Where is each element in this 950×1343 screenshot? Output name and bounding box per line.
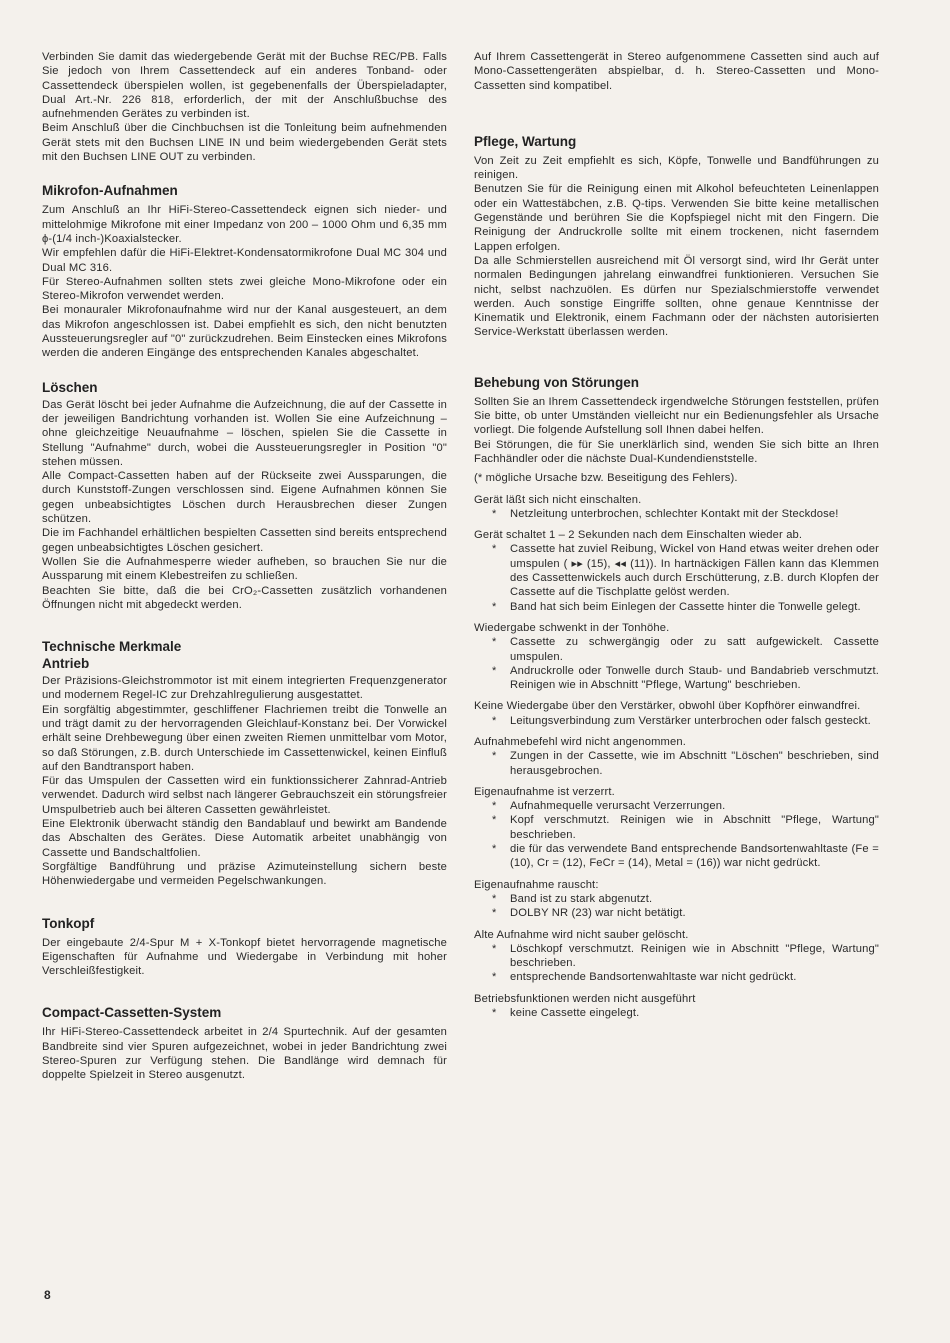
asterisk-marker: * [492, 800, 497, 813]
paragraph: Der Präzisions-Gleichstrommotor ist mit einem integrierten Frequenzgenerator und modernem Regel-IC zur Drehzahlregulierung ausgestattet. [42, 675, 447, 702]
trouble-cause [492, 714, 879, 728]
asterisk-marker: * [492, 892, 497, 905]
asterisk-marker: * [492, 1007, 497, 1020]
intro-paragraph: Verbinden Sie damit das wiedergebende Gerät mit der Buchse REC/PB. Falls Sie jedoch von Ihrem Cassettendeck auf ein anderes Tonband- oder Cassettendeck überspielen wollen, ist gegebenenfalls der Überspieladapter, Dual Art.-Nr. 226 818, erforderlich, der mit der Anschlußbuchse des aufnehmenden Gerätes zu verbinden ist. [42, 51, 447, 121]
right-column [474, 50, 879, 1027]
paragraph: Wollen Sie die Aufnahmesperre wieder aufheben, so brauchen Sie nur die Aussparung mit einem Klebestreifen zu schließen. [42, 555, 447, 583]
paragraph: Beachten Sie bitte, daß die bei CrO₂-Cassetten zusätzlich vorhandenen Öffnungen nicht mit abgedeckt werden. [42, 584, 447, 611]
trouble-problem: Wiedergabe schwenkt in der Tonhöhe. [474, 621, 670, 634]
paragraph: Bei Störungen, die für Sie unerklärlich sind, wenden Sie sich bitte an Ihren Fachhändler oder die nächste Dual-Kundendienststelle. [474, 438, 879, 465]
paragraph: Das Gerät löscht bei jeder Aufnahme die Aufzeichnung, die auf der Cassette in der jeweiligen Bandrichtung vorhanden ist. Wollen Sie eine Aufzeichnung – ohne gleichzeitige Neuaufnahme – löschen, spielen Sie die Cassette in Stellung "Aufnahme" durch, wobei die Aussteuerungsregler in Position "0" stehen müssen. [42, 398, 447, 468]
page-number: 8 [44, 1288, 51, 1302]
troubleshooting-list [474, 493, 879, 1021]
section-heading-pflege: Pflege, Wartung [474, 133, 577, 149]
trouble-cause [492, 799, 879, 813]
trouble-cause-text: Band ist zu stark abgenutzt. [510, 892, 653, 905]
paragraph: Der eingebaute 2/4-Spur M + X-Tonkopf bietet hervorragende magnetische Eigenschaften für Aufnahme und Wiedergabe in Verbindung mit hoher Verschleißfestigkeit. [42, 936, 447, 978]
trouble-item [474, 735, 879, 778]
asterisk-marker: * [492, 971, 497, 984]
trouble-cause [492, 813, 879, 842]
trouble-cause [492, 635, 879, 664]
paragraph: Wir empfehlen dafür die HiFi-Elektret-Kondensatormikrofone Dual MC 304 und Dual MC 316. [42, 247, 447, 274]
asterisk-marker: * [492, 814, 497, 827]
trouble-cause-text: Cassette hat zuviel Reibung, Wickel von Hand etwas weiter drehen oder umspulen ( ▸▸ (15), ◂◂ (11)). In hartnäckigen Fällen kann das Klemmen des Cassettenwickels auch durch Erschütterung, z.B. durch Klopfen der Cassette auf die Tischplatte gelöst werden. [510, 543, 879, 599]
paragraph: Sollten Sie an Ihrem Cassettendeck irgendwelche Störungen feststellen, prüfen Sie bitte, ob unter Umständen vielleicht nur ein Bedienungsfehler als Ursache vorliegt. Die folgende Aufstellung soll Ihnen dabei helfen. [474, 395, 879, 437]
paragraph: Da alle Schmierstellen ausreichend mit Öl versorgt sind, wird Ihr Gerät unter normalen Bedingungen jahrelang einwandfrei funktionieren. Versuchen Sie nicht, selbst nachzuölen. Es dürfen nur Spezialschmierstoffe verwendet werden. Auch sonstige Eingriffe sollten, ohne genaue Kenntnisse der Kinematik und Elektronik, einem Fachmann oder der nächsten autorisierten Service-Werkstatt überlassen werden. [474, 254, 879, 339]
section-heading-loeschen: Löschen [42, 379, 98, 395]
trouble-cause-text: Netzleitung unterbrochen, schlechter Kontakt mit der Steckdose! [510, 507, 839, 520]
trouble-cause [492, 906, 879, 920]
paragraph: Sorgfältige Bandführung und präzise Azimuteinstellung sichern beste Höhenwiedergabe und vermeiden Pegelschwankungen. [42, 860, 447, 888]
trouble-problem: Aufnahmebefehl wird nicht angenommen. [474, 735, 687, 748]
trouble-cause-text: Cassette zu schwergängig oder zu satt aufgewickelt. Cassette umspulen. [510, 636, 879, 663]
paragraph: Benutzen Sie für die Reinigung einen mit Alkohol befeuchteten Leinenlappen oder ein Wattestäbchen, z.B. Q-tips. Verwenden Sie bitte keine metallischen Gegenstände und berühren Sie die Kopfspiegel nicht mit den Fingern. Die Reinigung der Andruckrolle sollte mit einem trockenen, nicht faserndem Lappen erfolgen. [474, 183, 879, 253]
intro-paragraph: Auf Ihrem Cassettengerät in Stereo aufgenommene Cassetten sind auch auf Mono-Cassettengeräten abspielbar, d. h. Stereo-Cassetten und Mono-Cassetten sind kompatibel. [474, 51, 879, 92]
trouble-problem: Alte Aufnahme wird nicht sauber gelöscht. [474, 928, 689, 941]
trouble-item [474, 878, 879, 921]
trouble-cause-text: Band hat sich beim Einlegen der Cassette hinter die Tonwelle gelegt. [510, 600, 861, 613]
trouble-item [474, 928, 879, 985]
left-column [42, 50, 447, 1083]
section-heading-cassetten: Compact-Cassetten-System [42, 1005, 222, 1021]
asterisk-marker: * [492, 543, 497, 556]
trouble-cause-text: Zungen in der Cassette, wie im Abschnitt "Löschen" beschrieben, sind herausgebrochen. [510, 750, 879, 777]
asterisk-marker: * [492, 636, 497, 649]
asterisk-marker: * [492, 714, 497, 727]
asterisk-marker: * [492, 750, 497, 763]
trouble-cause [492, 942, 879, 971]
paragraph: Bei monauraler Mikrofonaufnahme wird nur der Kanal ausgesteuert, an dem das Mikrofon angeschlossen ist. Dabei empfiehlt es sich, den nicht benutzten Aussteuerungsregler auf "0" zurückzudrehen. Beim Einstecken eines Mikrofons werden die anderen Eingänge des entsprechenden Kanales abgeschaltet. [42, 304, 447, 360]
trouble-cause-text: keine Cassette eingelegt. [510, 1007, 640, 1020]
section-heading-technik: Technische Merkmale [42, 639, 182, 655]
section-heading-stoerungen: Behebung von Störungen [474, 374, 639, 390]
asterisk-marker: * [492, 664, 497, 677]
section-subheading-antrieb: Antrieb [42, 656, 90, 672]
section-heading-tonkopf: Tonkopf [42, 915, 95, 931]
trouble-cause-text: Aufnahmequelle verursacht Verzerrungen. [510, 800, 726, 813]
paragraph: Ihr HiFi-Stereo-Cassettendeck arbeitet in 2/4 Spurtechnik. Auf der gesamten Bandbreite sind vier Spuren aufgezeichnet, wobei in jeder Bandrichtung zwei Stereo-Spuren zur Verfügung stehen. Die Bandlänge wird demnach für doppelte Spielzeit in Stereo ausgenutzt. [42, 1026, 447, 1082]
asterisk-marker: * [492, 942, 497, 955]
asterisk-marker: * [492, 507, 497, 520]
asterisk-marker: * [492, 843, 497, 856]
paragraph: Eine Elektronik überwacht ständig den Bandablauf und bewirkt am Bandende das Abschalten des Gerätes. Diese Automatik arbeitet unabhängig von Cassette und Bandschaltfolien. [42, 818, 447, 859]
trouble-item [474, 992, 879, 1021]
paragraph: Zum Anschluß an Ihr HiFi-Stereo-Cassettendeck eignen sich nieder- und mittelohmige Mikrofone mit einer Impedanz von 200 – 1000 Ohm und 6,35 mm ϕ-(1/4 inch-)Koaxialstecker. [42, 204, 447, 245]
section-heading-mikrofon: Mikrofon-Aufnahmen [42, 183, 178, 199]
asterisk-marker: * [492, 907, 497, 920]
paragraph: Die im Fachhandel erhältlichen bespielten Cassetten sind bereits entsprechend gegen unbeabsichtigtes Löschen gesichert. [42, 527, 447, 554]
trouble-cause-text: die für das verwendete Band entsprechende Bandsortenwahltaste (Fe = (10), Cr = (12), FeCr = (14), Metal = (16)) war nicht gedrückt. [510, 843, 879, 870]
trouble-cause [492, 664, 879, 693]
trouble-cause [492, 507, 879, 521]
trouble-cause-text: Kopf verschmutzt. Reinigen wie in Abschnitt "Pflege, Wartung" beschrieben. [510, 814, 879, 841]
asterisk-marker: * [492, 600, 497, 613]
paragraph: Für Stereo-Aufnahmen sollten stets zwei gleiche Mono-Mikrofone oder ein Stereo-Mikrofon verwendet werden. [42, 275, 447, 303]
trouble-cause [492, 842, 879, 871]
trouble-problem: Gerät läßt sich nicht einschalten. [474, 493, 642, 506]
trouble-cause-text: Andruckrolle oder Tonwelle durch Staub- und Bandabrieb verschmutzt. Reinigen wie in Abschnitt "Pflege, Wartung" beschrieben. [510, 664, 879, 692]
trouble-item [474, 699, 879, 728]
paragraph: Ein sorgfältig abgestimmter, geschliffener Flachriemen treibt die Tonwelle an und trägt damit zu der hervorragenden Gleichlauf-Konstanz bei. Der Vorwickel erhält seine Drehbewegung über einen zweiten Riemen unmittelbar vom Motor, so daß Störungen, z.B. durch Unterschiede im Cassettenwickel, keinen Einfluß auf den Bandtransport haben. [42, 703, 447, 773]
legend-note: (* mögliche Ursache bzw. Beseitigung des Fehlers). [474, 472, 738, 485]
trouble-problem: Eigenaufnahme ist verzerrt. [474, 785, 615, 798]
trouble-cause [492, 542, 879, 599]
trouble-cause-text: DOLBY NR (23) war nicht betätigt. [510, 907, 686, 920]
trouble-cause [492, 600, 879, 614]
paragraph: Von Zeit zu Zeit empfiehlt es sich, Köpfe, Tonwelle und Bandführungen zu reinigen. [474, 154, 879, 182]
paragraph: Für das Umspulen der Cassetten wird ein funktionssicherer Zahnrad-Antrieb verwendet. Dadurch wird selbst nach längerer Gebrauchszeit ein störungsfreier Umspulbetrieb auch bei älteren Cassetten gewährleistet. [42, 775, 447, 816]
trouble-item [474, 528, 879, 614]
trouble-cause [492, 970, 879, 984]
trouble-cause-text: Leitungsverbindung zum Verstärker unterbrochen oder falsch gesteckt. [510, 714, 871, 727]
trouble-cause [492, 749, 879, 778]
intro-paragraph: Beim Anschluß über die Cinchbuchsen ist die Tonleitung beim aufnehmenden Gerät stets mit den Buchsen LINE IN und beim wiedergebenden Gerät stets mit den Buchsen LINE OUT zu verbinden. [42, 122, 447, 164]
trouble-item [474, 621, 879, 692]
trouble-cause-text: Löschkopf verschmutzt. Reinigen wie in Abschnitt "Pflege, Wartung" beschrieben. [510, 942, 879, 970]
trouble-problem: Gerät schaltet 1 – 2 Sekunden nach dem Einschalten wieder ab. [474, 529, 803, 542]
trouble-item [474, 493, 879, 522]
paragraph: Alle Compact-Cassetten haben auf der Rückseite zwei Aussparungen, die durch Kunststoff-Zungen verschlossen sind. Eigene Aufnahmen können Sie gegen unbeabsichtigtes Löschen durch Herausbrechen dieser Zungen schützen. [42, 470, 447, 526]
trouble-cause-text: entsprechende Bandsortenwahltaste war nicht gedrückt. [510, 971, 797, 984]
trouble-problem: Eigenaufnahme rauscht: [474, 878, 599, 891]
trouble-item [474, 785, 879, 871]
trouble-cause [492, 1006, 879, 1020]
trouble-problem: Keine Wiedergabe über den Verstärker, obwohl über Kopfhörer einwandfrei. [474, 700, 861, 713]
trouble-cause [492, 892, 879, 906]
trouble-problem: Betriebsfunktionen werden nicht ausgeführt [474, 992, 696, 1005]
